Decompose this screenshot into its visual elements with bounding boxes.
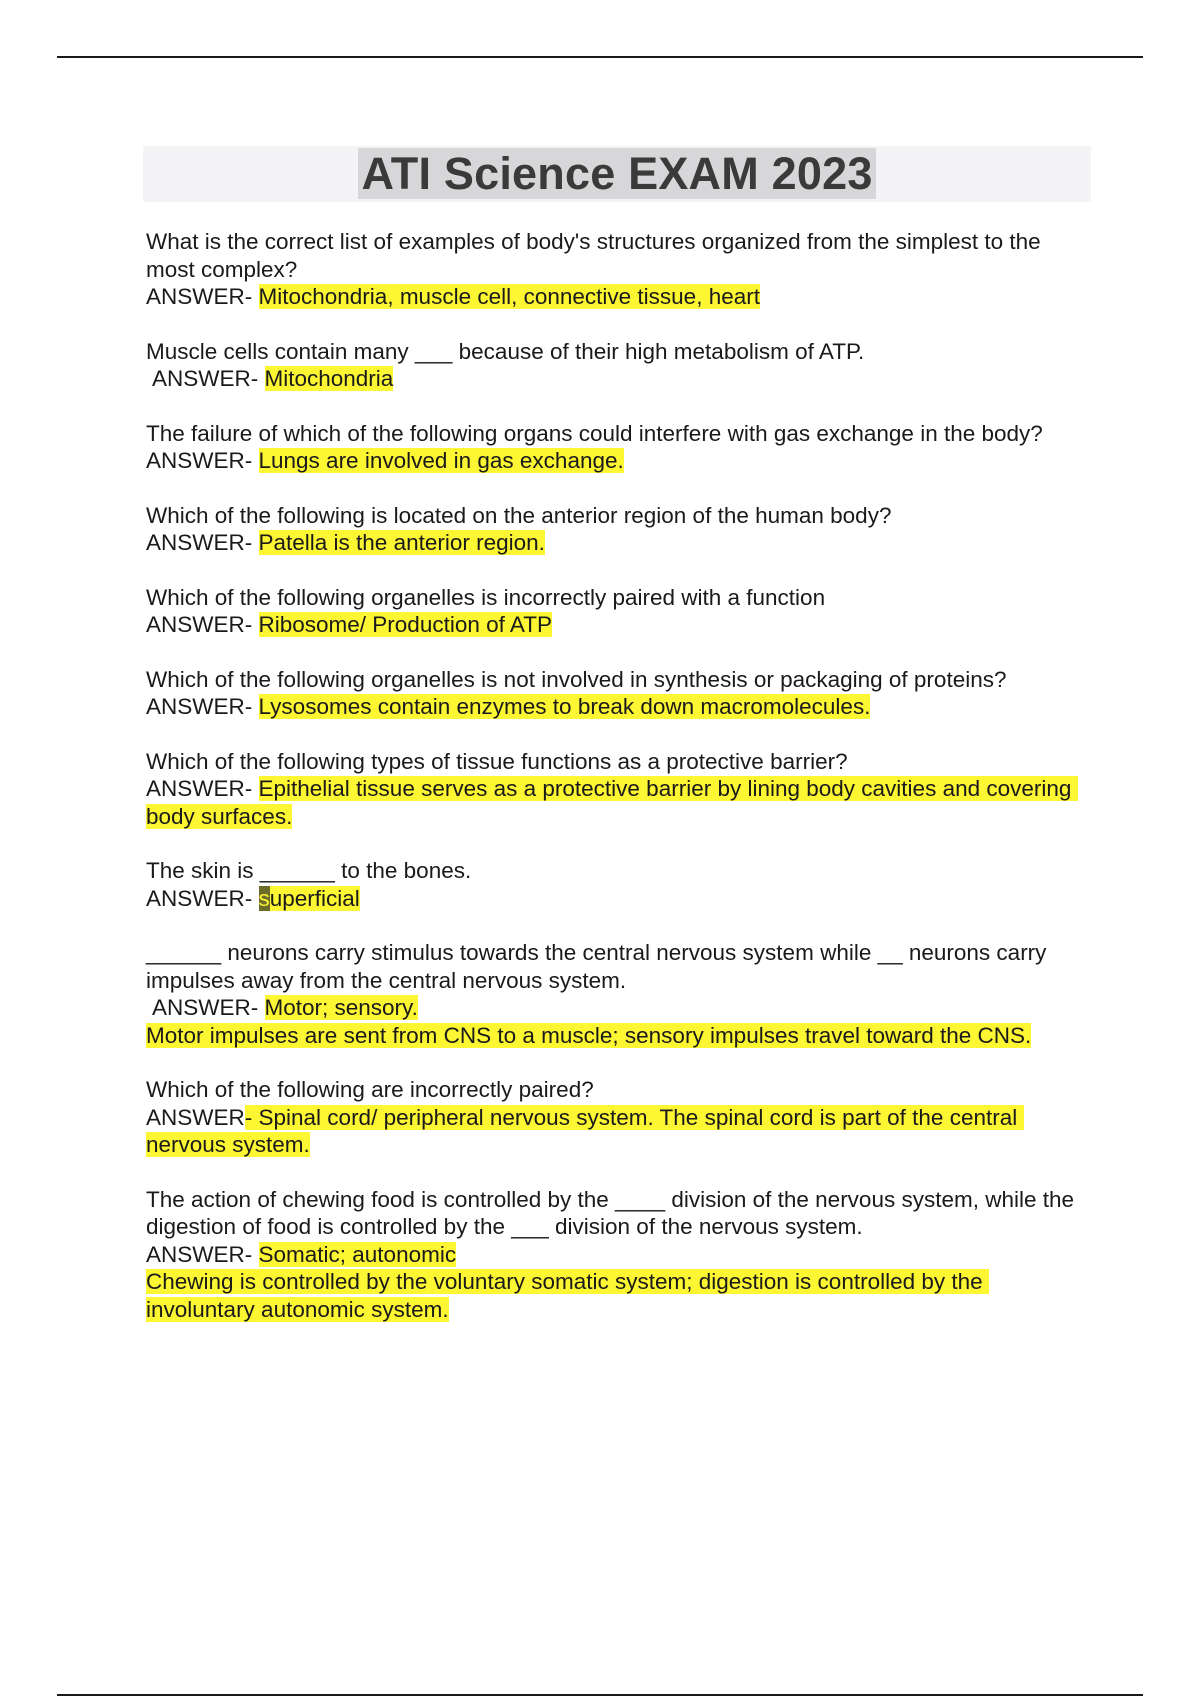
qa-item — [146, 584, 1091, 639]
qa-item — [146, 228, 1091, 311]
answer-text: Ribosome/ Production of ATP — [258, 612, 552, 637]
answer-line — [146, 1241, 1091, 1269]
question-text: Which of the following is located on the anterior region of the human body? — [146, 502, 892, 528]
question-text: Muscle cells contain many ___ because of their high metabolism of ATP. — [146, 338, 865, 364]
answer-prefix: ANSWER- — [152, 995, 265, 1020]
answer-line — [146, 283, 1091, 311]
answer-prefix: ANSWER — [146, 1104, 245, 1130]
question-text: The skin is ______ to the bones. — [146, 858, 472, 883]
page-title: ATI Science EXAM 2023 — [358, 148, 875, 199]
explanation-text: Chewing is controlled by the voluntary somatic system; digestion is controlled by the involuntary autonomic system. — [146, 1269, 989, 1322]
answer-line — [146, 775, 1091, 830]
answer-text: Epithelial tissue serves as a protective barrier by lining body cavities and covering body surfaces. — [146, 776, 1078, 829]
qa-item — [146, 666, 1091, 721]
title-band — [143, 146, 1091, 202]
question-text: Which of the following organelles is incorrectly paired with a function — [146, 584, 826, 610]
answer-text: Patella is the anterior region. — [258, 530, 545, 555]
question-text: The failure of which of the following organs could interfere with gas exchange in the body? — [146, 420, 1043, 446]
answer-line — [146, 994, 1091, 1022]
answer-line — [146, 365, 1091, 393]
answer-text: Mitochondria — [264, 366, 394, 391]
qa-item — [146, 338, 1091, 393]
qa-item — [146, 939, 1091, 1049]
qa-item — [146, 857, 1091, 912]
answer-prefix: ANSWER- — [146, 885, 259, 911]
answer-line — [146, 1104, 1091, 1159]
qa-item — [146, 502, 1091, 557]
answer-text: Lungs are involved in gas exchange. — [258, 448, 624, 473]
answer-line — [146, 885, 1091, 913]
answer-text: Lysosomes contain enzymes to break down macromolecules. — [258, 694, 871, 719]
explanation-text: Motor impulses are sent from CNS to a muscle; sensory impulses travel toward the CNS. — [146, 1022, 1032, 1048]
answer-text-cursor-char: s — [258, 885, 270, 911]
answer-line — [146, 529, 1091, 557]
question-text: What is the correct list of examples of body's structures organized from the simplest to the most complex? — [146, 229, 1047, 282]
answer-line — [146, 611, 1091, 639]
answer-prefix: ANSWER- — [146, 1241, 259, 1267]
answer-text: Motor; sensory. — [264, 995, 418, 1020]
question-text: Which of the following are incorrectly paired? — [146, 1077, 594, 1102]
answer-text: Mitochondria, muscle cell, connective tissue, heart — [258, 284, 760, 309]
answer-prefix: ANSWER- — [146, 612, 259, 637]
answer-text: Somatic; autonomic — [258, 1241, 457, 1267]
top-rule — [57, 56, 1143, 58]
question-text: Which of the following organelles is not involved in synthesis or packaging of proteins? — [146, 666, 1007, 692]
answer-text: uperficial — [269, 885, 360, 911]
qa-item — [146, 1186, 1091, 1324]
qa-item — [146, 1076, 1091, 1159]
answer-line — [146, 447, 1091, 475]
answer-prefix: ANSWER- — [146, 530, 259, 555]
answer-line — [146, 693, 1091, 721]
question-text: ______ neurons carry stimulus towards the central nervous system while __ neurons carry impulses away from the central nervous system. — [146, 940, 1053, 993]
answer-prefix: ANSWER- — [146, 448, 259, 473]
qa-list — [146, 228, 1091, 1350]
answer-prefix: ANSWER- — [146, 694, 259, 719]
bottom-rule — [57, 1694, 1143, 1696]
explanation-line — [146, 1268, 1091, 1323]
qa-item — [146, 748, 1091, 831]
question-text: The action of chewing food is controlled by the ____ division of the nervous system, while the digestion of food is controlled by the ___ division of the nervous system. — [146, 1186, 1081, 1239]
answer-text: - Spinal cord/ peripheral nervous system. The spinal cord is part of the central nervous system. — [146, 1104, 1024, 1157]
explanation-line — [146, 1022, 1091, 1050]
question-text: Which of the following types of tissue functions as a protective barrier? — [146, 748, 848, 774]
answer-prefix: ANSWER- — [146, 284, 259, 309]
qa-item — [146, 420, 1091, 475]
answer-prefix: ANSWER- — [152, 366, 265, 391]
answer-prefix: ANSWER- — [146, 776, 259, 801]
